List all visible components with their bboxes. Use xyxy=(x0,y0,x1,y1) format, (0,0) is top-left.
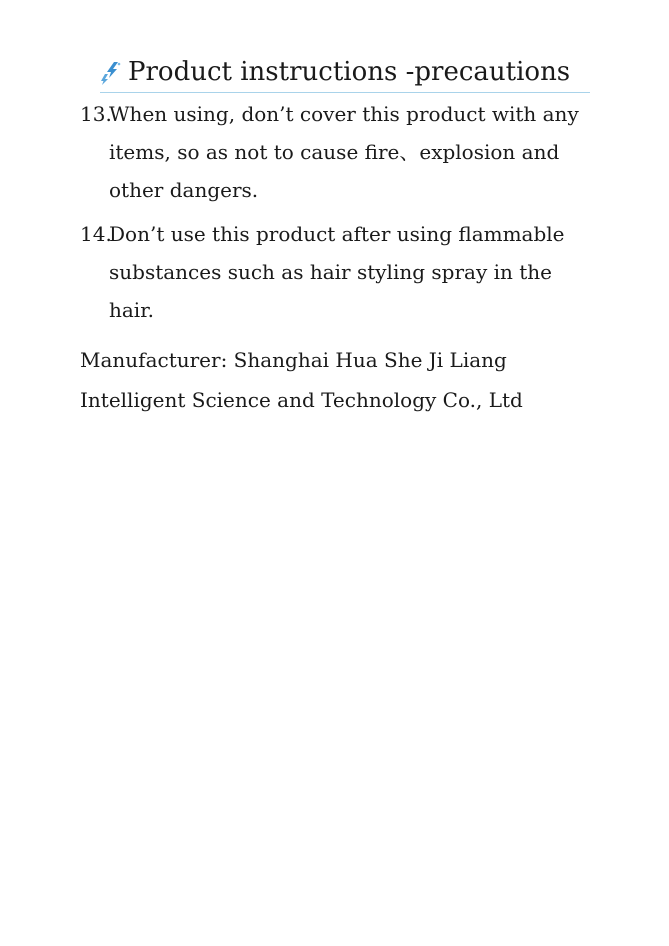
precaution-item-13 xyxy=(80,95,585,209)
precaution-number: 13. xyxy=(80,102,112,126)
section-header xyxy=(100,52,590,93)
precaution-item-14 xyxy=(80,215,585,329)
precaution-number: 14. xyxy=(80,222,112,246)
precaution-text: When using, don’t cover this product with any items, so as not to cause fire、explosion and other dangers. xyxy=(109,102,579,202)
precaution-text: Don’t use this product after using flammable substances such as hair styling spray in the hair. xyxy=(109,222,565,322)
section-title: Product instructions -precautions xyxy=(128,57,571,87)
lightning-icon xyxy=(100,60,122,86)
manufacturer-info: Manufacturer: Shanghai Hua She Ji Liang Intelligent Science and Technology Co., Ltd xyxy=(80,348,523,412)
